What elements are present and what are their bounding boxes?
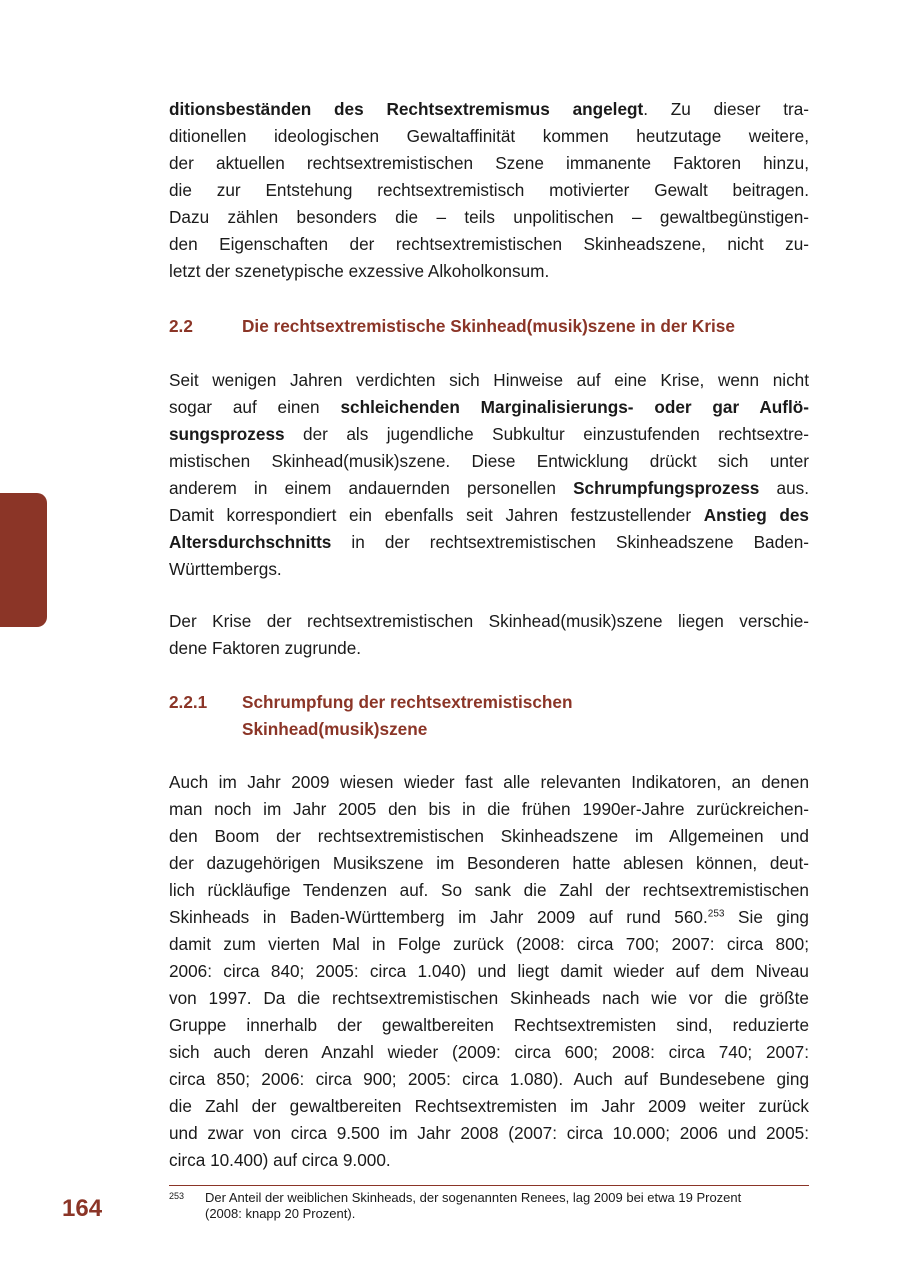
section-title: Die rechtsextremistische Skinhead(musik)szene in der Krise: [242, 316, 735, 336]
footnote-reference[interactable]: 253: [707, 908, 725, 920]
section-number: 2.2: [169, 316, 193, 336]
footnote-line-2: (2008: knapp 20 Prozent).: [205, 1206, 356, 1221]
page-number: 164: [62, 1195, 103, 1222]
footnote-number: 253: [169, 1191, 185, 1201]
footnote-divider: [169, 1185, 809, 1186]
intro-bold-text: ditionsbeständen des Rechtsextremismus angelegt: [169, 99, 644, 119]
footnote-line-1: Der Anteil der weiblichen Skinheads, der sogenannten Renees, lag 2009 bei etwa 19 Prozent: [205, 1190, 742, 1205]
crisis-paragraph: Seit wenigen Jahren verdichten sich Hinweise auf eine Krise, wenn nicht sogar auf einen schleichenden Marginalisierungs- oder gar Auflö- sungsprozess der als jugendliche Subkultur einzustufenden rechtsextre- mistischen Skinhead(musik)szene. Diese Entwicklung drückt sich unter anderem in einem andauernden personellen Schrumpfungsprozess aus. Damit korrespondiert ein ebenfalls seit Jahren festzustellender Anstieg des Altersdurchschnitts in der rechtsextremistischen Skinheadszene Baden- Württembergs.: [169, 370, 809, 579]
factors-paragraph: Der Krise der rechtsextremistischen Skinhead(musik)szene liegen verschie- dene Faktoren zugrunde.: [169, 611, 809, 658]
chapter-thumb-tab: [0, 493, 47, 627]
subsection-title-line-1: Schrumpfung der rechtsextremistischen: [242, 692, 573, 712]
shrinking-paragraph: Auch im Jahr 2009 wiesen wieder fast alle relevanten Indikatoren, an denen man noch im Jahr 2005 den bis in die frühen 1990er-Jahre zurückreichen- den Boom der rechtsextremistischen Skinheadszene im Allgemeinen und der dazugehörigen Musikszene im Besonderen hatte ablesen können, deut- lich rückläufige Tendenzen auf. So sank die Zahl der rechtsextremistischen Skinheads in Baden-Württemberg im Jahr 2009 auf rund 560.$^{253}$ Sie ging damit zum vierten Mal in Folge zurück (2008: circa 700; 2007: circa 800; 2006: circa 840; 2005: circa 1.040) und liegt damit wieder auf dem Niveau von 1997. Da die rechtsextremistischen Skinheads nach wie vor die größte Gruppe innerhalb der gewaltbereiten Rechtsextremisten sind, reduzierte sich auch deren Anzahl wieder (2009: circa 600; 2008: circa 740; 2007: circa 850; 2006: circa 900; 2005: circa 1.080). Auch auf Bundesebene ging die Zahl der gewaltbereiten Rechtsextremisten im Jahr 2009 weiter zurück und zwar von circa 9.500 im Jahr 2008 (2007: circa 10.000; 2006 und 2005: circa 10.400) auf circa 9.000.: [169, 772, 809, 1170]
subsection-number: 2.2.1: [169, 692, 208, 712]
subsection-title-line-2: Skinhead(musik)szene: [242, 719, 428, 739]
intro-paragraph: ditionsbeständen des Rechtsextremismus angelegt. Zu dieser tra- ditionellen ideologischen Gewaltaffinität kommen heutzutage weitere, der aktuellen rechtsextremistischen Szene immanente Faktoren hinzu, die zur Entstehung rechtsextremistisch motivierter Gewalt beitragen. Dazu zählen besonders die – teils unpolitischen – gewaltbegünstigen- den Eigenschaften der rechtsextremistischen Skinheadszene, nicht zu- letzt der szenetypische exzessive Alkoholkonsum.: [169, 99, 809, 281]
